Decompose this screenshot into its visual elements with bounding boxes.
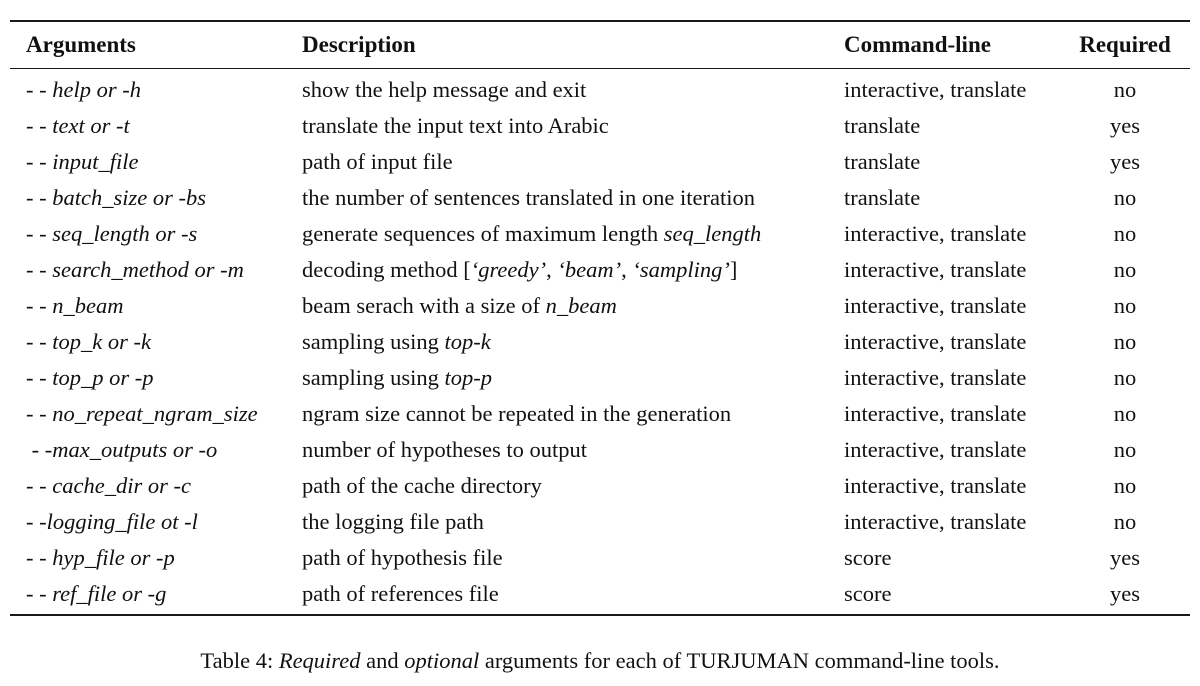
- table-row: [0, 362, 1200, 398]
- argument-cell: - - text or -t: [26, 113, 130, 138]
- table-row: [0, 470, 1200, 506]
- table-row: [0, 110, 1200, 146]
- description-cell: show the help message and exit: [302, 77, 587, 102]
- command-line-cell: interactive, translate: [844, 365, 1027, 390]
- table-row: [0, 434, 1200, 470]
- required-cell: yes: [1110, 545, 1140, 570]
- table-row: [0, 146, 1200, 182]
- table-row: [0, 254, 1200, 290]
- argument-cell: - - n_beam: [26, 293, 124, 318]
- italic-text: ‘beam’: [557, 257, 622, 282]
- description-cell: the logging file path: [302, 509, 484, 534]
- table-row: [0, 218, 1200, 254]
- required-cell: no: [1113, 77, 1137, 102]
- italic-text: seq_length: [663, 221, 762, 246]
- table-row: [0, 182, 1200, 218]
- italic-text: Required: [278, 648, 361, 673]
- required-cell: yes: [1110, 113, 1140, 138]
- table-row: [0, 74, 1200, 110]
- description-cell: number of hypotheses to output: [302, 437, 587, 462]
- required-cell: no: [1113, 257, 1137, 282]
- table-row: [0, 542, 1200, 578]
- description-cell: beam serach with a size of n_beam: [302, 293, 617, 318]
- argument-cell: - - hyp_file or -p: [26, 545, 175, 570]
- required-cell: no: [1113, 329, 1137, 354]
- command-line-cell: interactive, translate: [844, 473, 1027, 498]
- required-cell: no: [1113, 401, 1137, 426]
- description-cell: ngram size cannot be repeated in the generation: [302, 401, 732, 426]
- description-cell: path of hypothesis file: [302, 545, 503, 570]
- description-cell: path of references file: [302, 581, 499, 606]
- table-body: [0, 74, 1200, 614]
- description-cell: decoding method [‘greedy’, ‘beam’, ‘sampling’]: [302, 257, 738, 282]
- header-description: Description: [302, 32, 416, 57]
- header-arguments: Arguments: [26, 32, 136, 57]
- argument-cell: - - no_repeat_ngram_size: [26, 401, 258, 426]
- argument-cell: - - input_file: [26, 149, 139, 174]
- command-line-cell: translate: [844, 149, 921, 174]
- argument-cell: - - batch_size or -bs: [26, 185, 206, 210]
- description-cell: generate sequences of maximum length seq_length: [302, 221, 762, 246]
- table-row: [0, 506, 1200, 542]
- argument-cell: - - search_method or -m: [26, 257, 244, 282]
- italic-text: n_beam: [545, 293, 617, 318]
- required-cell: no: [1113, 293, 1137, 318]
- command-line-cell: interactive, translate: [844, 77, 1027, 102]
- header-command-line: Command-line: [844, 32, 991, 57]
- command-line-cell: interactive, translate: [844, 509, 1027, 534]
- required-cell: yes: [1110, 149, 1140, 174]
- table-row: [0, 578, 1200, 614]
- italic-text: ‘sampling’: [632, 257, 730, 282]
- command-line-cell: score: [844, 581, 892, 606]
- argument-cell: - - seq_length or -s: [26, 221, 198, 246]
- italic-text: top-k: [444, 329, 491, 354]
- command-line-cell: interactive, translate: [844, 329, 1027, 354]
- argument-cell: - - cache_dir or -c: [26, 473, 191, 498]
- argument-cell: - -logging_file ot -l: [26, 509, 198, 534]
- italic-text: top-p: [444, 365, 493, 390]
- description-cell: the number of sentences translated in one iteration: [302, 185, 755, 210]
- command-line-cell: interactive, translate: [844, 437, 1027, 462]
- description-cell: sampling using top-k: [302, 329, 491, 354]
- command-line-cell: interactive, translate: [844, 221, 1027, 246]
- argument-cell: - - top_p or -p: [26, 365, 154, 390]
- italic-text: ‘greedy’: [470, 257, 547, 282]
- command-line-cell: score: [844, 545, 892, 570]
- command-line-cell: translate: [844, 185, 921, 210]
- command-line-cell: interactive, translate: [844, 401, 1027, 426]
- argument-cell: - - ref_file or -g: [26, 581, 167, 606]
- italic-text: optional: [404, 648, 480, 673]
- required-cell: no: [1113, 473, 1137, 498]
- table-header-rule: [10, 68, 1190, 69]
- required-cell: no: [1113, 221, 1137, 246]
- required-cell: no: [1113, 365, 1137, 390]
- table-row: [0, 290, 1200, 326]
- description-cell: path of input file: [302, 149, 453, 174]
- argument-cell: - - help or -h: [26, 77, 141, 102]
- table-row: [0, 398, 1200, 434]
- required-cell: yes: [1110, 581, 1140, 606]
- table-top-rule: [10, 20, 1190, 22]
- required-cell: no: [1113, 437, 1137, 462]
- description-cell: translate the input text into Arabic: [302, 113, 609, 138]
- argument-cell: - -max_outputs or -o: [26, 437, 218, 462]
- required-cell: no: [1113, 509, 1137, 534]
- required-cell: no: [1113, 185, 1137, 210]
- command-line-cell: translate: [844, 113, 921, 138]
- command-line-cell: interactive, translate: [844, 257, 1027, 282]
- command-line-cell: interactive, translate: [844, 293, 1027, 318]
- table-bottom-rule: [10, 614, 1190, 616]
- description-cell: sampling using top-p: [302, 365, 493, 390]
- table-row: [0, 326, 1200, 362]
- description-cell: path of the cache directory: [302, 473, 542, 498]
- argument-cell: - - top_k or -k: [26, 329, 151, 354]
- header-required: Required: [1079, 32, 1171, 57]
- table-caption: Table 4: Required and optional arguments for each of TURJUMAN command-line tools.: [200, 648, 1000, 673]
